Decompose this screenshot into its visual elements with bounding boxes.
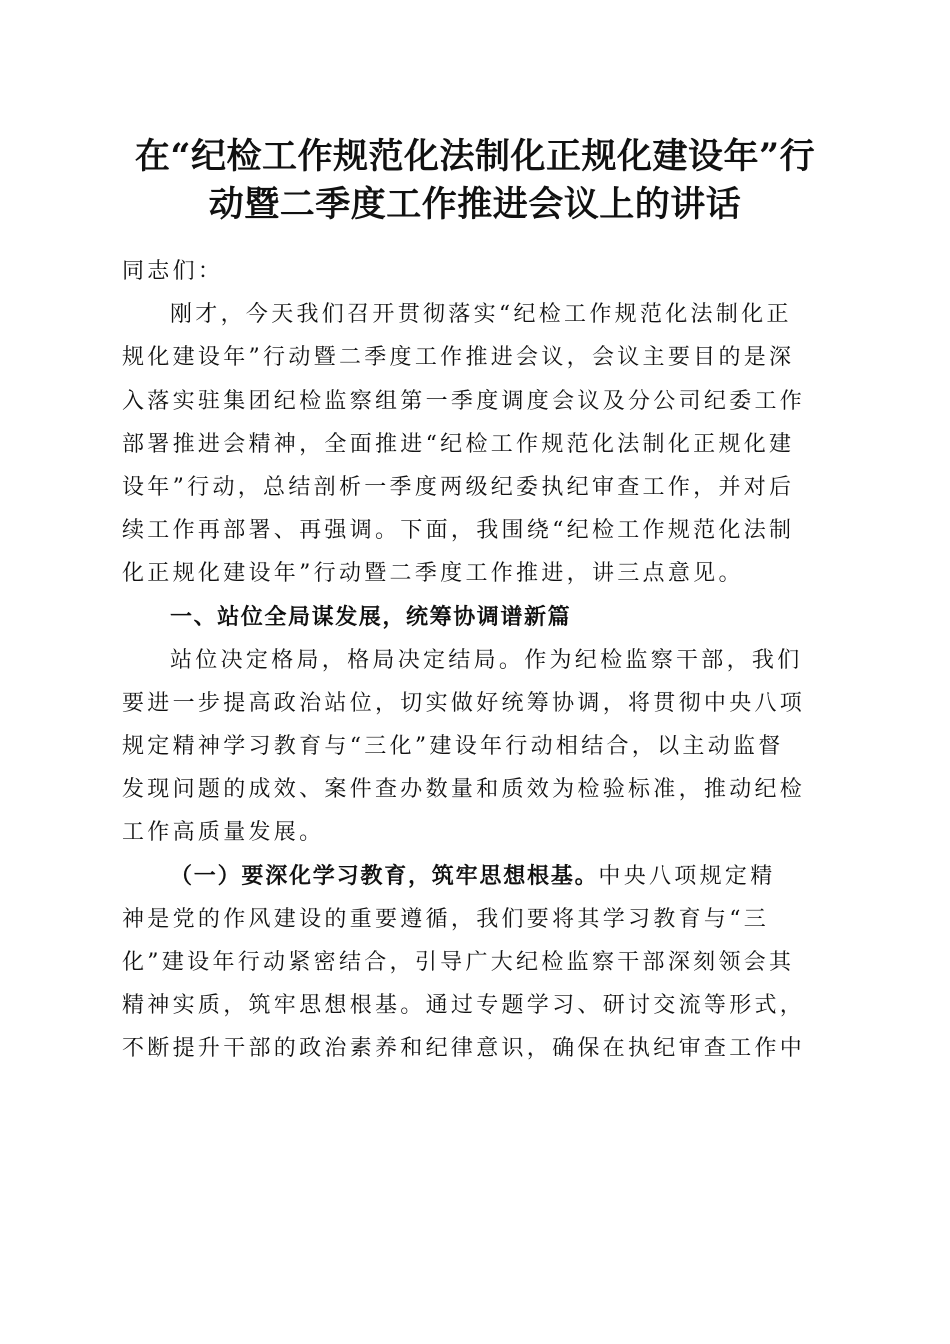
subsection-text: 中央八项规定精 [598, 863, 776, 889]
intro-paragraph-line: 规化建设年”行动暨二季度工作推进会议，会议主要目的是深 [122, 345, 795, 371]
section-paragraph-line: 规定精神学习教育与“三化”建设年行动相结合，以主动监督 [122, 734, 784, 760]
intro-paragraph-line: 部署推进会精神，全面推进“纪检工作规范化法制化正规化建 [122, 431, 795, 457]
subsection-paragraph-line: 化”建设年行动紧密结合，引导广大纪检监察干部深刻领会其 [122, 950, 795, 975]
section-paragraph-line: 工作高质量发展。 [122, 820, 325, 846]
subsection-paragraph-line: 神是党的作风建设的重要遵循，我们要将其学习教育与“三 [122, 906, 770, 932]
salutation: 同志们： [122, 259, 224, 284]
title-line: 在“纪检工作规范化法制化正规化建设年”行 [134, 136, 816, 177]
section-paragraph-line: 发现问题的成效、案件查办数量和质效为检验标准，推动纪检 [122, 777, 806, 803]
subsection-paragraph-line: 精神实质，筑牢思想根基。通过专题学习、研讨交流等形式， [122, 993, 806, 1019]
intro-paragraph-line: 入落实驻集团纪检监察组第一季度调度会议及分公司纪委工作 [122, 388, 806, 414]
section-paragraph-line: 站位决定格局，格局决定结局。作为纪检监察干部，我们 [170, 647, 803, 673]
title-line: 动暨二季度工作推进会议上的讲话 [208, 184, 742, 225]
document-body [122, 250, 834, 1071]
intro-paragraph-line: 刚才，今天我们召开贯彻落实“纪检工作规范化法制化正 [170, 302, 792, 328]
subsection-heading: （一）要深化学习教育，筑牢思想根基。 [170, 863, 599, 889]
intro-paragraph-line: 续工作再部署、再强调。下面，我围绕“纪检工作规范化法制 [122, 518, 795, 544]
section-heading: 一、站位全局谋发展，统筹协调谱新篇 [170, 604, 572, 630]
intro-paragraph-line: 设年”行动，总结剖析一季度两级纪委执纪审查工作，并对后 [122, 474, 795, 500]
section-paragraph-line: 要进一步提高政治站位，切实做好统筹协调，将贯彻中央八项 [122, 690, 806, 716]
subsection-paragraph-line [122, 855, 834, 898]
intro-paragraph-line: 化正规化建设年”行动暨二季度工作推进，讲三点意见。 [122, 561, 744, 587]
subsection-paragraph-line: 不断提升干部的政治素养和纪律意识，确保在执纪审查工作中 [122, 1036, 806, 1062]
document-title [100, 133, 850, 229]
